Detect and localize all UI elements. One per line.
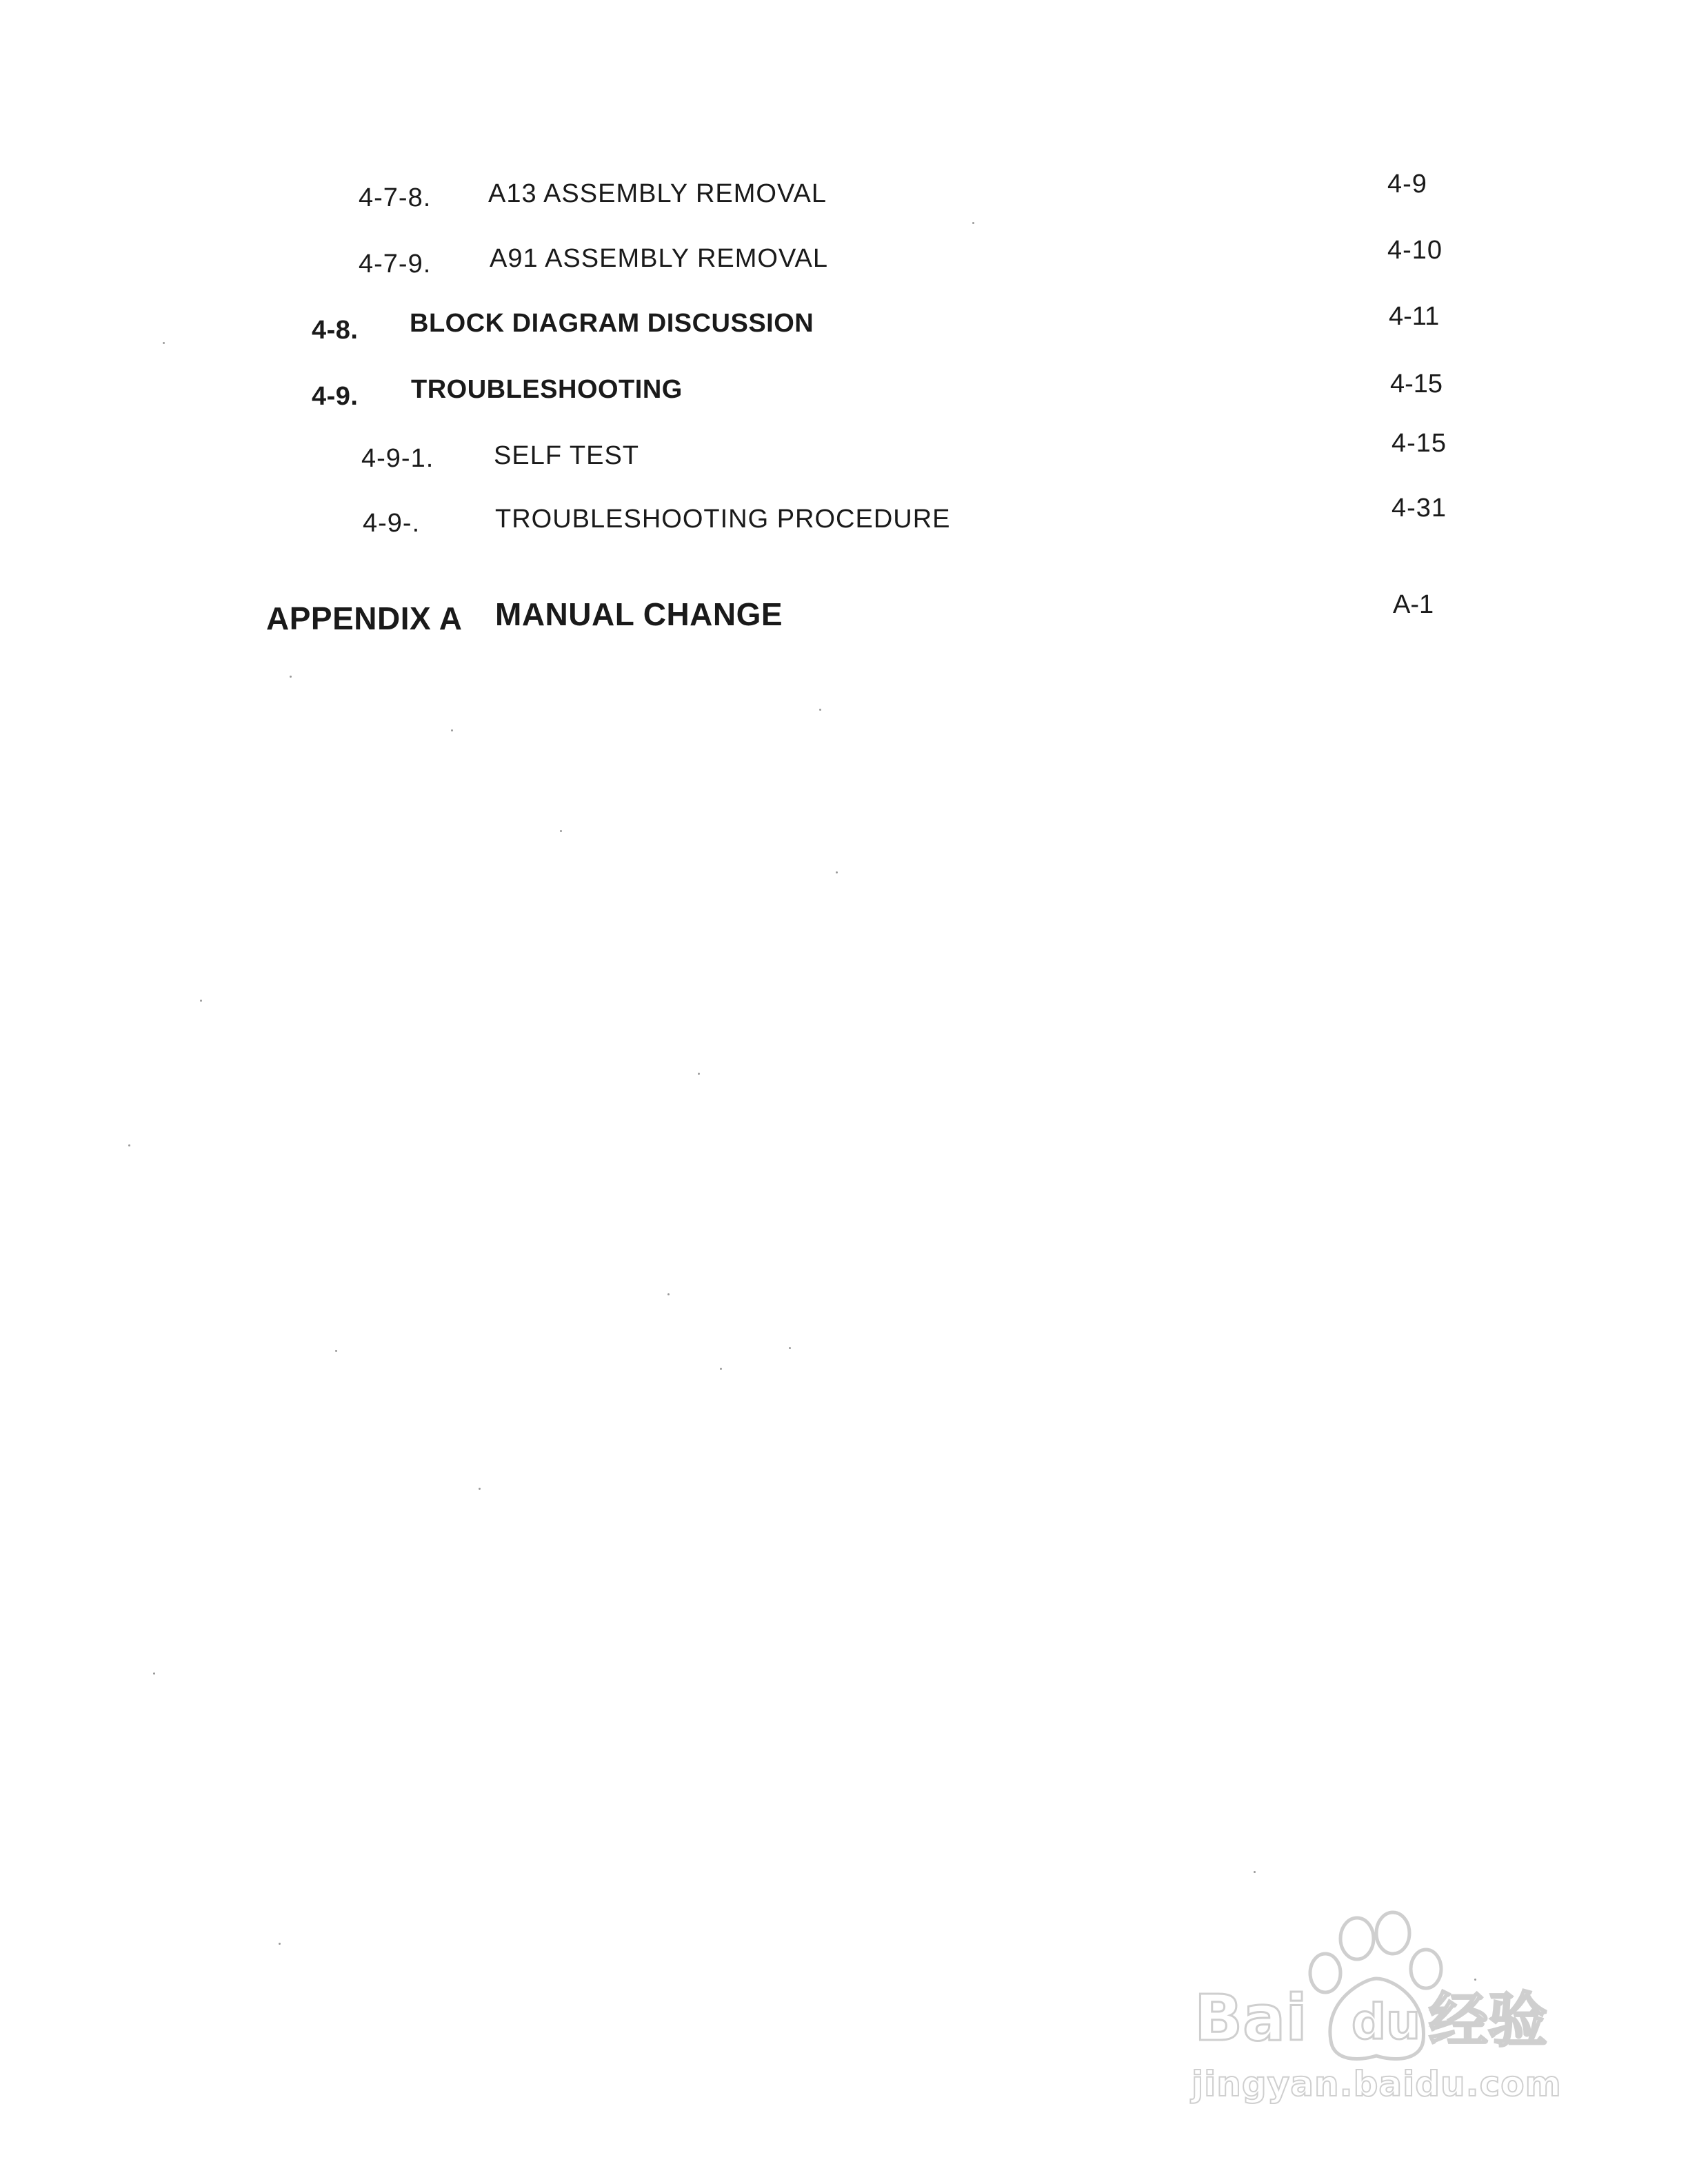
toc-entry[interactable]	[0, 370, 1688, 418]
toc-entry-number: 4-9-.	[363, 509, 421, 538]
scan-speck	[163, 342, 165, 344]
toc-entry-number: 4-7-9.	[359, 250, 432, 279]
scan-speck	[560, 830, 562, 832]
scan-speck	[972, 222, 974, 224]
toc-entry-title: A91 ASSEMBLY REMOVAL	[490, 244, 828, 273]
scan-speck	[819, 709, 821, 711]
baidu-watermark	[1186, 1910, 1586, 2116]
toc-entry-page: 4-11	[1389, 302, 1440, 331]
scan-speck	[720, 1368, 722, 1370]
watermark-brand-cn: 经验	[1429, 1986, 1547, 2055]
toc-entry[interactable]	[0, 429, 1688, 484]
watermark-brand-bai: Bai	[1194, 1981, 1307, 2055]
toc-appendix-number: APPENDIX A	[266, 600, 463, 636]
toc-entry-number: 4-9-1.	[361, 444, 434, 473]
toc-entry-title: BLOCK DIAGRAM DISCUSSION	[410, 309, 814, 338]
toc-entry-page: 4-15	[1390, 370, 1443, 398]
scan-speck	[153, 1672, 155, 1675]
toc-entry-page: 4-31	[1391, 494, 1447, 523]
toc-entry-title: TROUBLESHOOTING PROCEDURE	[495, 505, 951, 534]
scan-speck	[200, 1000, 202, 1002]
toc-entry-title: A13 ASSEMBLY REMOVAL	[488, 179, 827, 208]
scan-speck	[789, 1347, 791, 1349]
toc-entry[interactable]	[0, 494, 1688, 547]
toc-entry-number: 4-8.	[312, 316, 359, 345]
watermark-brand-du: du	[1352, 1994, 1420, 2050]
toc-entry-title: SELF TEST	[494, 441, 640, 470]
toc-entry-page: 4-15	[1391, 429, 1447, 458]
scan-speck	[128, 1144, 130, 1146]
scan-speck	[836, 871, 838, 873]
scan-speck	[335, 1350, 337, 1352]
toc-entry[interactable]	[0, 170, 1688, 222]
scan-speck	[667, 1293, 670, 1295]
toc-entry-page: 4-9	[1387, 170, 1427, 199]
scan-speck	[1254, 1871, 1256, 1873]
watermark-url: jingyan.baidu.com	[1192, 2064, 1562, 2104]
scan-speck	[451, 729, 453, 731]
toc-entry[interactable]	[0, 236, 1688, 287]
toc-entry-number: 4-7-8.	[359, 183, 432, 212]
toc-appendix-page: A-1	[1393, 590, 1434, 619]
toc-appendix-title: MANUAL CHANGE	[495, 596, 783, 632]
toc-entry-title: TROUBLESHOOTING	[411, 375, 683, 404]
toc-appendix-entry[interactable]	[0, 590, 1688, 640]
scan-speck	[479, 1488, 481, 1490]
toc-entry[interactable]	[0, 302, 1688, 352]
toc-entry-page: 4-10	[1387, 236, 1443, 265]
scan-speck	[290, 676, 292, 678]
scan-speck	[698, 1073, 700, 1075]
toc-entry-number: 4-9.	[312, 382, 359, 411]
scan-speck	[279, 1943, 281, 1945]
